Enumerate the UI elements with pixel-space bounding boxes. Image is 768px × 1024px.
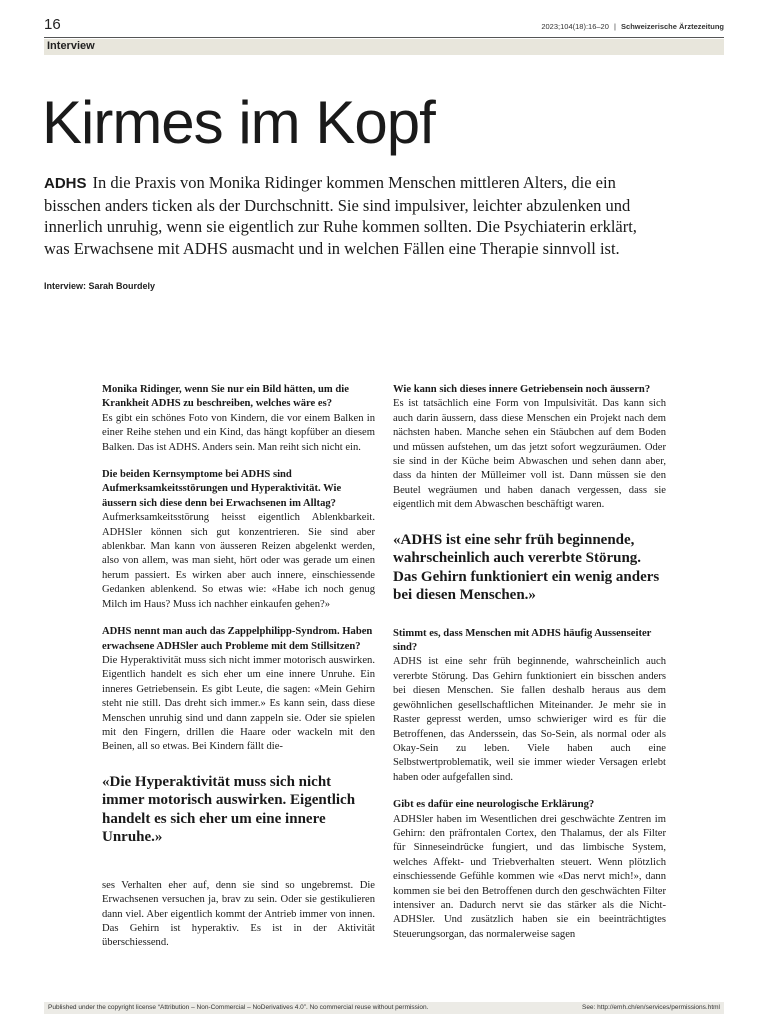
citation: 2023;104(18):16–20 (541, 22, 609, 31)
license-text: Published under the copyright license “Attribution – Non-Commercial – NoDerivatives 4.0”. No commercial reuse without permission. (48, 1004, 429, 1011)
question: ADHS nennt man auch das Zappelphilipp-Syndrom. Haben erwachsene ADHSler auch Probleme mit dem Stillsitzen? (102, 626, 373, 652)
meta-separator: | (614, 22, 616, 31)
question: Gibt es dafür eine neurologische Erklärung? (393, 799, 595, 811)
section-band (44, 39, 724, 55)
page-header (44, 16, 724, 38)
journal-name: Schweizerische Ärztezeitung (621, 22, 724, 31)
answer: Es gibt ein schönes Foto von Kindern, die vor einem Balken in einer Reihe stehen und ein Kind, das hängt kopfüber an diesem Balken. Das ist ADHS. Anders sein. Man reiht sich nicht ein. (102, 412, 375, 453)
article-title: Kirmes im Kopf (42, 89, 435, 156)
section-label: Interview (47, 40, 95, 52)
pull-quote: «ADHS ist eine sehr früh beginnende, wahrscheinlich auch vererbte Störung. Das Gehirn funktioniert ein wenig anders bei diesen Menschen.» (393, 531, 660, 604)
answer: ADHS ist eine sehr früh beginnende, wahrscheinlich auch vererbte Störung. Das Gehirn funktioniert ein bisschen anders bei diesen Menschen. Sie fallen deshalb heraus aus dem gewöhnlichen gesellschaftlichen Miteinander. Je mehr sie in Raster gepresst werden, umso schwieriger wird es für die Betroffenen, das Anderssein, das So-Sein, als normal oder als Okay-Sein zu leben. Viele haben auch eine Selbstwertproblematik, weil sie immer wieder Versagen erlebt haben oder aufgefallen sind. (393, 656, 666, 783)
page-number: 16 (44, 16, 61, 33)
answer: Es ist tatsächlich eine Form von Impulsivität. Das kann sich auch darin äussern, dass diese Menschen ein Projekt nach dem nächsten haben. Manche sehen ein Stäubchen auf dem Boden und müssen aufstehen, um das jetzt sofort wegzuräumen. Oder sie sind in der Küche beim Abwaschen und sehen dann aber, dass da hinten der Mülleimer voll ist. Dann müssen sie den Beutel wegräumen und haben danach vergessen, dass sie eigentlich mit dem Abwaschen beschäftigt waren. (393, 398, 666, 511)
right-column (393, 383, 666, 942)
pull-quote: «Die Hyperaktivität muss sich nicht immer motorisch auswirken. Eigentlich handelt es sich eher um eine innere Unruhe.» (102, 773, 356, 846)
article-lead (44, 172, 664, 259)
left-column (102, 383, 375, 951)
question: Monika Ridinger, wenn Sie nur ein Bild hätten, um die Krankheit ADHS zu beschreiben, welches wäre es? (102, 384, 349, 410)
answer: Aufmerksamkeitsstörung heisst eigentlich Ablenkbarkeit. ADHSler können sich gut konzentrieren. Sie sind aber ablenkbar. Man kann von äusseren Reizen abgelenkt werden, also von allem, was man sieht, hört oder was gerade um einen herum passiert. Es wirken aber auch innere, einschiessende Gedanken ablenkend. So etwas wie: «Habe ich noch genug Milch im Haus? Muss ich nachher einkaufen gehen?» (102, 512, 375, 610)
license-footer (44, 1002, 724, 1014)
byline: Interview: Sarah Bourdely (44, 281, 156, 291)
lead-kicker: ADHS (44, 175, 87, 192)
question: Wie kann sich dieses innere Getriebensein noch äussern? (393, 384, 651, 395)
permissions-link[interactable]: See: http://emh.ch/en/services/permissions.html (581, 1004, 720, 1011)
lead-text: In die Praxis von Monika Ridinger kommen Menschen mittleren Alters, die ein bisschen anders ticken als der Durchschnitt. Sie sind impulsiver, leichter abzulenken und innerlich unruhig, wenn sie eigentlich zur Ruhe kommen sollten. Die Psychiaterin erklärt, was Erwachsene mit ADHS ausmacht und in welchen Fällen eine Therapie sinnvoll ist. (44, 173, 637, 258)
answer: ADHSler haben im Wesentlichen drei geschwächte Zentren im Gehirn: den präfrontalen Cortex, den Thalamus, der als Filter für Sinneseindrücke fungiert, und das limbische System, welches Affekt- und Triebverhalten steuert. Wenn plötzlich einschiessende Gefühle kommen wie «Das nervt mich!», dann kommen sie bei den Betroffenen durch den geschwächten Filter intensiver an. Dadurch nervt sie das stärker als die Nicht-ADHSler. Und zusätzlich haben sie ein beeinträchtigtes Steuerungsorgan, das normalerweise sagen (393, 813, 666, 940)
header-rule (44, 37, 724, 38)
question: Stimmt es, dass Menschen mit ADHS häufig Aussenseiter sind? (393, 627, 652, 654)
answer: Die Hyperaktivität muss sich nicht immer motorisch auswirken. Eigentlich handelt es sich eher um eine innere Unruhe. Ein inneres Getriebensein. Es gibt Leute, die sagen: «Mein Gehirn steht nie still. Das dreht sich immer.» Es kann sein, dass diese Menschen unruhig sind und dann zappeln sie. Oder sie spielen mit den Fingern, drillen die Haare oder wackeln mit den Beinen, all so etwas. Bei Kindern fällt die- (102, 654, 375, 753)
journal-meta (541, 22, 724, 31)
answer-continued: ses Verhalten eher auf, denn sie sind so ungebremst. Die Erwachsenen versuchen ja, brav zu sein. Oder sie gestikulieren dann viel. Aber eigentlich kommt der Antrieb immer von innen. Das Gehirn ist hyperaktiv. Es ist in der Aktivität überschiessend. (102, 879, 375, 949)
question: Die beiden Kernsymptome bei ADHS sind Aufmerksamkeitsstörungen und Hyperaktivität. Wie äussern sich diese denn bei Erwachsenen im Alltag? (102, 469, 342, 509)
